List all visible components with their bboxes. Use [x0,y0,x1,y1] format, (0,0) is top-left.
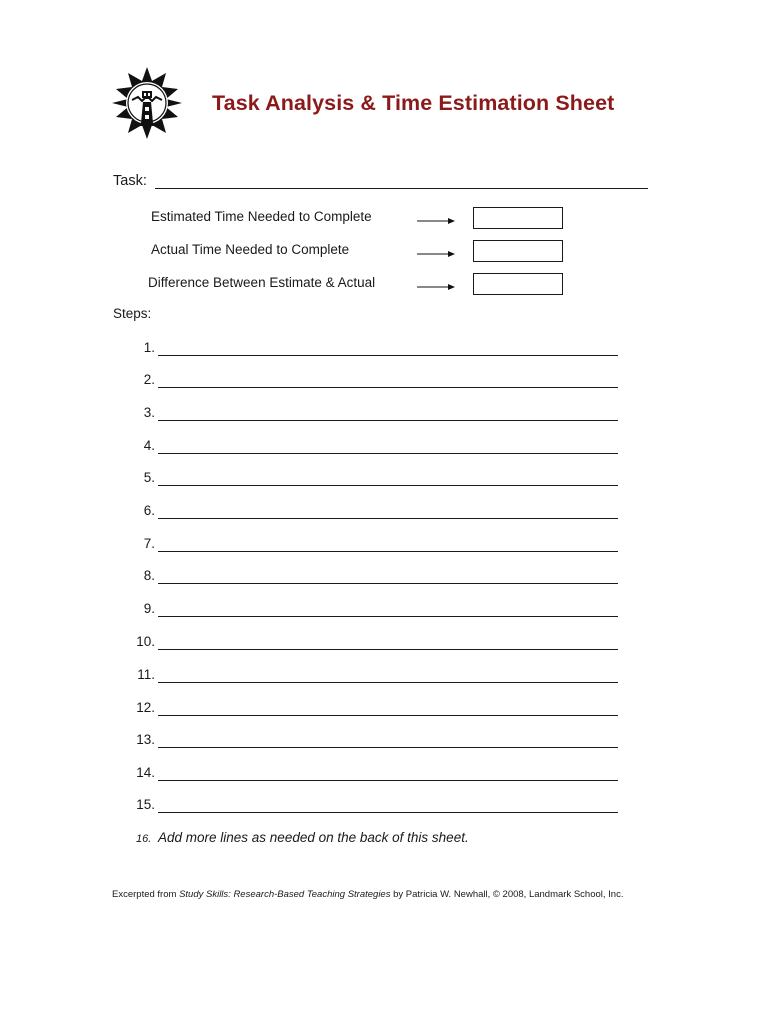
final-step-number: 16. [136,833,152,845]
actual-time-label: Actual Time Needed to Complete [151,242,350,257]
step-input-line[interactable] [158,812,618,813]
citation-footer [112,889,652,901]
step-number: 11. [137,667,155,682]
step-input-line[interactable] [158,387,618,388]
step-input-line[interactable] [158,551,618,552]
footer-book-title: Study Skills: Research-Based Teaching Strategies [179,889,391,900]
step-input-line[interactable] [158,780,618,781]
step-number: 9. [143,601,155,616]
difference-label: Difference Between Estimate & Actual [148,275,376,290]
step-number: 13. [136,732,155,747]
step-row [0,634,768,654]
arrow-right-icon [417,283,455,291]
step-input-line[interactable] [158,747,618,748]
lighthouse-compass-logo-icon [112,67,182,139]
final-step-note: Add more lines as needed on the back of this sheet. [158,830,469,845]
step-number: 4. [143,438,155,453]
step-row [0,470,768,490]
step-input-line[interactable] [158,616,618,617]
step-input-line[interactable] [158,420,618,421]
step-row [0,340,768,360]
step-input-line[interactable] [158,355,618,356]
step-input-line[interactable] [158,583,618,584]
estimated-time-box[interactable] [473,207,563,229]
task-label: Task: [113,173,147,189]
estimated-time-label: Estimated Time Needed to Complete [151,209,372,224]
arrow-right-icon [417,217,455,225]
difference-row [0,275,768,301]
step-row [0,372,768,392]
arrow-right-icon [417,250,455,258]
actual-time-row [0,242,768,268]
step-row [0,503,768,523]
step-number: 2. [143,372,155,387]
step-row [0,438,768,458]
step-number: 1. [143,340,155,355]
step-number: 15. [136,797,155,812]
page-title: Task Analysis & Time Estimation Sheet [212,91,615,115]
step-row [0,601,768,621]
task-input-line[interactable] [155,188,648,189]
step-row [0,568,768,588]
footer-prefix: Excerpted from [112,889,180,900]
estimated-time-row [0,209,768,235]
step-input-line[interactable] [158,649,618,650]
footer-suffix: by Patricia W. Newhall, © 2008, Landmark School, Inc. [390,889,624,900]
step-row [0,536,768,556]
step-number: 8. [143,568,155,583]
step-number: 5. [143,470,155,485]
step-number: 12. [136,700,155,715]
step-row [0,765,768,785]
steps-label: Steps: [113,306,152,321]
difference-box[interactable] [473,273,563,295]
step-number: 10. [136,634,155,649]
step-number: 3. [143,405,155,420]
step-number: 14. [136,765,155,780]
step-number: 7. [143,536,155,551]
step-input-line[interactable] [158,453,618,454]
actual-time-box[interactable] [473,240,563,262]
step-row [0,405,768,425]
step-number: 6. [143,503,155,518]
step-row [0,797,768,817]
step-input-line[interactable] [158,682,618,683]
step-input-line[interactable] [158,715,618,716]
step-input-line[interactable] [158,518,618,519]
step-row [0,732,768,752]
step-input-line[interactable] [158,485,618,486]
step-row [0,667,768,687]
step-row [0,700,768,720]
